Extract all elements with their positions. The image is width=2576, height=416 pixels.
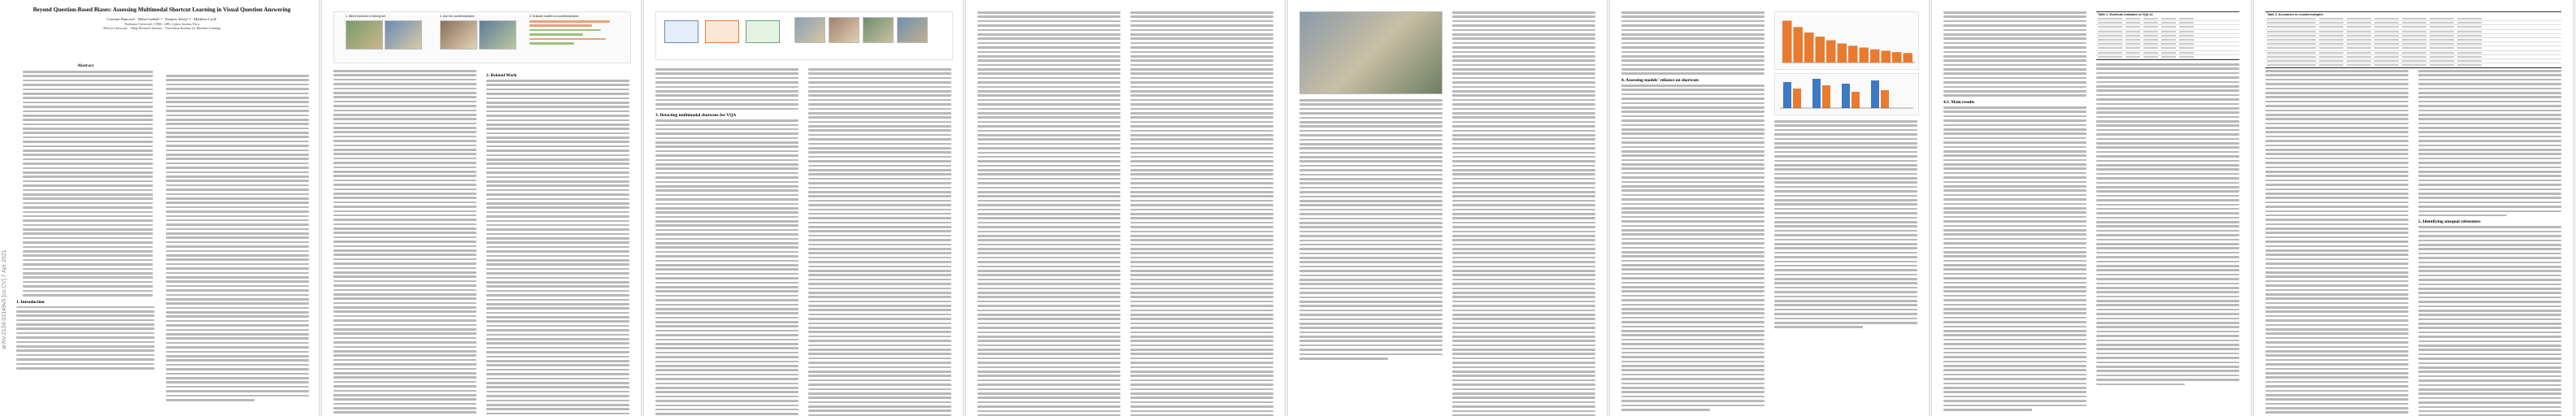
bar-r6 — [1838, 43, 1847, 63]
abstract-heading: Abstract — [76, 63, 94, 68]
left-column — [333, 70, 476, 416]
right-column — [808, 68, 951, 416]
bar-r11 — [1892, 52, 1902, 63]
bar-r12 — [1904, 53, 1913, 63]
figure-step-label: 2. Use the counterexamples — [440, 15, 475, 18]
section-heading: 3. Detecting multimodal shortcuts for VQA — [655, 113, 737, 119]
left-column — [977, 11, 1120, 416]
right-column — [1452, 11, 1595, 416]
shortcut-support-bar-chart — [1774, 11, 1919, 70]
right-column — [1130, 11, 1273, 416]
paper-page-5 — [1288, 0, 1607, 416]
right-column — [1774, 11, 1917, 331]
affiliation-line: ¹Sorbonne Université, CNRS, LIP6, 4 place Jussieu, Paris — [124, 22, 200, 27]
secondary-bar-chart — [1774, 73, 1919, 115]
paper-page-3 — [644, 0, 963, 416]
example-image — [440, 20, 477, 50]
bar-r7 — [1848, 46, 1858, 63]
left-column — [1621, 11, 1764, 413]
table-title: Table 1. Shortcuts evaluated on VQA v2 — [2098, 13, 2153, 16]
bar-r3 — [1804, 32, 1814, 63]
bar-r4 — [1816, 37, 1825, 63]
paper-page-4 — [966, 0, 1285, 416]
affiliation-line: ²Brown University · ³Idiap Research Institute · ⁴Australian Institute for Machine Learning — [102, 26, 221, 31]
figure-1 — [333, 11, 631, 63]
section-heading: 4.3. Main results — [1943, 100, 1975, 106]
right-column — [2418, 70, 2561, 416]
example-image — [479, 20, 516, 50]
arxiv-stamp: arXiv:2104.03149v3 [cs.CV] 7 Apr 2021 — [2, 249, 7, 349]
paper-page-8 — [2254, 0, 2573, 416]
paper-page-1 — [0, 0, 319, 416]
results-table-2 — [2265, 11, 2561, 68]
bar-r2 — [1794, 27, 1804, 63]
section-heading: 1. Introduction — [16, 299, 45, 305]
paper-page-6 — [1610, 0, 1929, 416]
left-column — [655, 68, 798, 416]
table-title: Table 2. Accuracies on counterexamples — [2267, 13, 2324, 16]
paper-page-2 — [322, 0, 641, 416]
right-column — [2096, 63, 2239, 388]
bar-r9 — [1870, 50, 1880, 63]
example-figure — [1299, 11, 1442, 94]
bar-r10 — [1882, 50, 1891, 63]
paper-title: Beyond Question-Based Biases: Assessing Multimodal Shortcut Learning in Visual Question Answering — [33, 6, 291, 13]
left-column — [16, 57, 154, 371]
left-column — [1299, 11, 1442, 362]
figure-step-label: 1. Mined shortcuts in training set — [346, 15, 385, 18]
results-table-1 — [2096, 11, 2239, 60]
section-heading: 4. Assessing models' reliance on shortcuts — [1621, 78, 1699, 84]
bar-r5 — [1826, 41, 1836, 63]
bar-r8 — [1860, 48, 1869, 63]
right-column — [486, 70, 629, 416]
left-column — [2265, 70, 2408, 416]
left-column — [1943, 11, 2086, 413]
section-heading: 2. Related Work — [486, 73, 517, 78]
example-image — [346, 20, 383, 50]
right-column — [166, 11, 309, 403]
example-image — [385, 20, 422, 50]
figure-step-label: 3. Evaluate models on counterexamples — [529, 15, 579, 18]
figure-2-pipeline — [655, 11, 953, 60]
paper-authors: Corentin Dancette¹ · Rémi Cadène¹·² · Damien Teney³·⁴ · Matthieu Cord¹ — [107, 17, 217, 22]
section-heading: 5. Identifying unequal robustness — [2418, 219, 2481, 225]
bar-r1 — [1782, 20, 1792, 63]
paper-page-7 — [1932, 0, 2251, 416]
